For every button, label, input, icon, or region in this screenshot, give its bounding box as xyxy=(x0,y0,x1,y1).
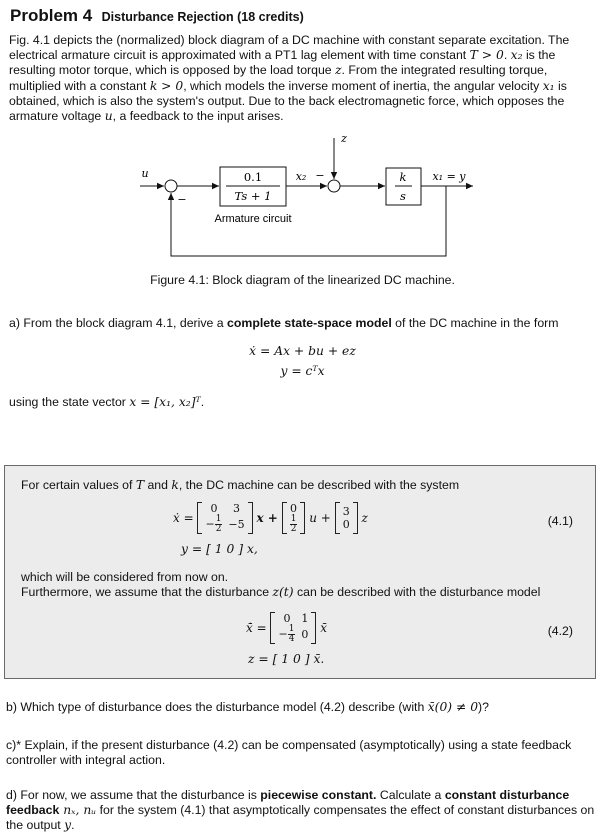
eq41-z-term: z xyxy=(361,511,368,525)
output-label: x₁ = y xyxy=(432,170,466,183)
equation-number-4-1: (4.1) xyxy=(547,514,573,528)
eq42-x-term: x̄ xyxy=(320,621,328,635)
box-line-3 xyxy=(21,585,540,599)
matrix-A-cell-frac: − $\frac{1}{2}$ xyxy=(205,514,222,534)
matrix-A-cell: −5 xyxy=(228,518,245,531)
eq41-u-term: u + xyxy=(309,511,331,525)
intro-text-6: is obtained, which is also the system's output. Due to the back electromagnetic force, which opposes the armature voltage xyxy=(9,78,567,124)
matrix-Abar-cell: 1 xyxy=(301,612,309,625)
feedback-minus-sign: − xyxy=(177,193,187,206)
problem-subtitle: Disturbance Rejection (18 credits) xyxy=(101,10,304,24)
part-b-end: )? xyxy=(478,700,489,714)
part-d-text-1: d) For now, we assume that the disturbance is xyxy=(6,788,261,802)
part-d-text-3: for the system (4.1) that asymptotically compensates the effect of constant disturbances on the output xyxy=(6,803,595,832)
input-label: u xyxy=(141,167,149,180)
part-a-question xyxy=(9,316,559,330)
part-d-text-2: Calculate a xyxy=(376,788,445,802)
part-d-vars: nₓ, nᵤ xyxy=(59,803,97,817)
matrix-Abar-cell: 0 xyxy=(283,612,291,625)
vector-b xyxy=(287,502,301,534)
problem-label: Problem 4 xyxy=(10,6,93,25)
bracket-right xyxy=(311,612,316,644)
intro-math-6: u xyxy=(104,109,113,124)
matrix-Abar xyxy=(275,612,311,644)
part-a-suffix: of the DC machine in the form xyxy=(391,316,559,330)
output-equation-4-1 xyxy=(181,542,258,556)
intro-math-4: k > 0 xyxy=(149,78,184,93)
box-line3-a: Furthermore, we assume that the disturbance xyxy=(21,585,273,599)
vector-b-cell-frac: $\frac{1}{2}$ xyxy=(290,514,297,534)
bracket-right xyxy=(353,502,358,534)
box-line1-c: , the DC machine can be described with the system xyxy=(178,478,460,492)
equation-4-2 xyxy=(246,612,327,644)
block1-numerator: 0.1 xyxy=(243,170,263,184)
eq42-output: z = [ 1 0 ] x̄. xyxy=(248,652,325,666)
part-c-question: c)* Explain, if the present disturbance (4.2) can be compensated (asymptotically) using a state feedback controller with integral action. xyxy=(6,738,572,767)
intro-paragraph xyxy=(9,33,597,124)
part-d-bold-2: constant disturbance feedback xyxy=(6,788,570,817)
intro-math-5: x₁ xyxy=(542,78,555,93)
state-vector-text: using the state vector xyxy=(9,395,130,409)
matrix-A-cell: 3 xyxy=(233,502,241,515)
part-a-prefix: a) From the block diagram 4.1, derive a xyxy=(9,316,228,330)
box-line1-k: k xyxy=(171,478,179,492)
disturbance-label: z xyxy=(341,132,347,145)
problem-title xyxy=(10,6,304,26)
box-line1-b: and xyxy=(144,478,172,492)
summing-junction-1 xyxy=(165,180,177,192)
vector-b-cell: 0 xyxy=(290,502,298,515)
intro-math-3: z xyxy=(335,63,342,78)
part-d-bold-1: piecewise constant. xyxy=(260,788,377,802)
intro-text-2: . xyxy=(503,48,511,63)
equation-number-4-2: (4.2) xyxy=(547,624,573,638)
part-d-end: . xyxy=(71,818,75,832)
equation-4-1 xyxy=(173,502,368,534)
matrix-Abar-cell: 0 xyxy=(301,628,309,641)
matrix-A-cell: 0 xyxy=(210,502,218,515)
summing-junction-2 xyxy=(328,180,340,192)
box-line1-a: For certain values of xyxy=(21,478,136,492)
state-vector-math: x = [x₁, x₂]ᵀ xyxy=(129,395,201,409)
box-line1-T: T xyxy=(135,478,145,492)
eq41-x-term: x + xyxy=(256,511,278,525)
state-vector-end: . xyxy=(200,395,205,409)
matrix-Abar-cell-frac: − $\frac{1}{4}$ xyxy=(278,624,295,644)
part-b-question xyxy=(6,700,601,715)
intro-text-7: , a feedback to the input arises. xyxy=(112,109,284,124)
eq-output: y = cᵀx xyxy=(280,364,325,378)
intro-text-4: . From the integrated resulting torque, multiplied with a constant xyxy=(9,63,548,93)
intro-math-2: x₂ xyxy=(510,48,523,63)
block2-numerator: k xyxy=(399,170,407,184)
vector-e xyxy=(340,505,353,531)
block2-denominator: s xyxy=(400,189,406,203)
vector-e-cell: 3 xyxy=(342,505,350,518)
system-definition-box xyxy=(4,465,596,679)
box-line-2: which will be considered from now on. xyxy=(21,570,229,584)
state-vector-line xyxy=(9,395,204,409)
eq42-lhs: x̄̇ = xyxy=(246,621,267,635)
intro-text-1: Fig. 4.1 depicts the (normalized) block diagram of a DC machine with constant separate excitation. The electrical armature circuit is approximated with a PT1 lag element with time constant xyxy=(9,33,570,63)
figure-caption: Figure 4.1: Block diagram of the linearized DC machine. xyxy=(150,273,455,287)
box-line-1 xyxy=(21,478,459,492)
state-space-eq-1 xyxy=(0,342,605,360)
armature-circuit-label: Armature circuit xyxy=(214,213,292,225)
disturbance-minus-sign: − xyxy=(315,169,325,182)
eq41-lhs: ẋ = xyxy=(173,511,194,525)
intro-text-5: , which models the inverse moment of inertia, the angular velocity xyxy=(183,78,543,93)
bracket-right xyxy=(300,502,305,534)
matrix-A xyxy=(202,502,247,534)
part-a-bold: complete state-space model xyxy=(227,316,392,330)
bracket-right xyxy=(248,502,253,534)
part-b-text: b) Which type of disturbance does the disturbance model (4.2) describe (with xyxy=(6,700,428,714)
state-space-eq-2 xyxy=(0,362,605,380)
output-equation-4-2 xyxy=(248,652,324,666)
intro-math-1: T > 0 xyxy=(469,48,504,63)
eq-state: ẋ = Ax + bu + ez xyxy=(249,344,356,358)
vector-e-cell: 0 xyxy=(342,518,350,531)
eq41-output: y = [ 1 0 ] x, xyxy=(181,542,258,556)
part-d-question xyxy=(6,788,601,833)
x2-label: x₂ xyxy=(295,170,307,183)
block1-denominator: Ts + 1 xyxy=(234,189,272,203)
intro-text-3: is the resulting motor torque, which is opposed by the load torque xyxy=(9,48,556,78)
block-diagram xyxy=(0,130,605,270)
box-line3-z: z(t) xyxy=(272,585,294,599)
part-d-y: y xyxy=(64,818,72,832)
box-line3-b: can be described with the disturbance model xyxy=(293,585,541,599)
part-b-condition: x̄(0) ≠ 0 xyxy=(427,700,479,714)
